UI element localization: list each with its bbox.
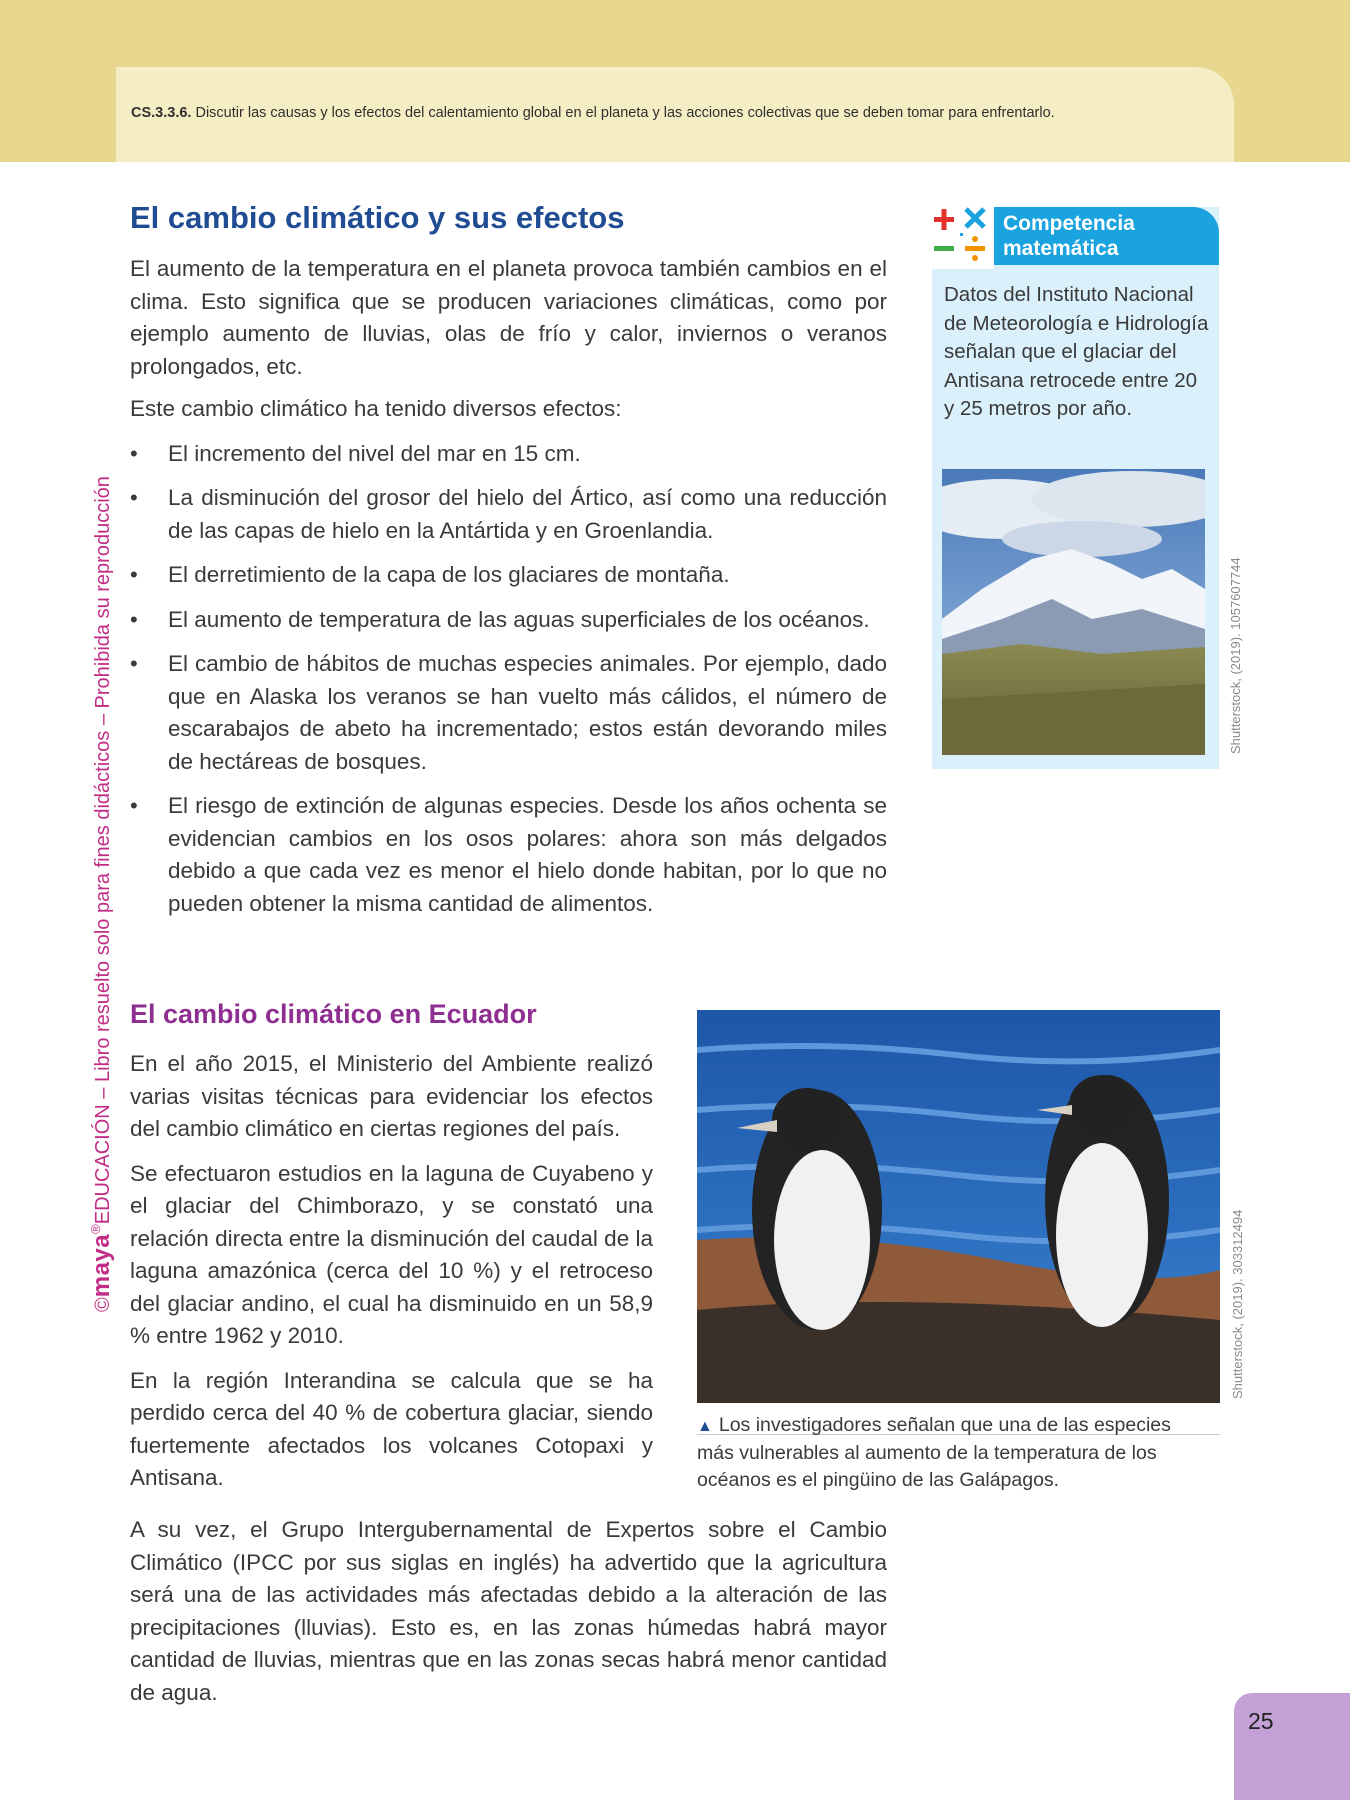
- section2-body: [130, 1048, 653, 1495]
- bullet-icon: •: [130, 793, 138, 818]
- ecuador-paragraph-3: En la región Interandina se calcula que se ha perdido cerca del 40 % de cobertura glaciar, siendo fuertemente afectados los volcanes Cotopaxi y Antisana.: [130, 1367, 653, 1490]
- section1-body: [130, 253, 887, 932]
- bullet-icon: •: [130, 562, 138, 587]
- curriculum-standard-bar: [116, 67, 1234, 162]
- curriculum-standard: [131, 105, 1214, 121]
- bullet-icon: •: [130, 606, 138, 632]
- competencia-title: Competencia matemática: [1003, 212, 1135, 260]
- bullet-icon: •: [130, 440, 138, 466]
- publisher-brand: maya: [88, 1233, 115, 1298]
- list-item-text: El derretimiento de la capa de los glaciares de montaña.: [168, 562, 730, 587]
- list-item-text: El aumento de temperatura de las aguas superficiales de los océanos.: [168, 606, 870, 632]
- copyright-text: EDUCACIÓN – Libro resuelto solo para fines didácticos – Prohibida su reproducción: [92, 476, 114, 1225]
- effects-list: [130, 438, 887, 921]
- copyright-side-note: [88, 476, 116, 1312]
- bullet-icon: •: [130, 485, 138, 510]
- list-item-text: El incremento del nivel del mar en 15 cm.: [168, 440, 581, 466]
- list-item: [130, 648, 887, 778]
- competencia-text: Datos del Instituto Nacional de Meteorología e Hidrología señalan que el glaciar del Antisana retrocede entre 20 y 25 metros por año.: [944, 283, 1209, 420]
- competencia-header: [992, 207, 1219, 265]
- standard-code: CS.3.3.6.: [131, 105, 192, 121]
- list-item: [130, 559, 887, 592]
- caption-text: Los investigadores señalan que una de las especies más vulnerables al aumento de la temperatura de los océanos es el pingüino de las Galápagos.: [697, 1414, 1171, 1491]
- list-item: [130, 482, 887, 547]
- ipcc-paragraph: A su vez, el Grupo Intergubernamental de Expertos sobre el Cambio Climático (IPCC por sus siglas en inglés) ha advertido que la agricultura será una de las actividades más afectadas debido a la alteración de las precipitaciones (lluvias). Esto es, en las zonas húmedas habrá mayor cantidad de lluvias, mientras que en las zonas secas habrá menor cantidad de agua.: [130, 1517, 887, 1705]
- math-operations-icon: [928, 203, 994, 269]
- list-item-text: La disminución del grosor del hielo del Ártico, así como una reducción de las capas de hielo en la Antártida y en Groenlandia.: [168, 485, 887, 543]
- section-title-ecuador: El cambio climático en Ecuador: [130, 999, 537, 1029]
- antisana-glacier-photo: [942, 469, 1205, 755]
- ipcc-paragraph-container: [130, 1514, 887, 1709]
- section-title-climate-change: El cambio climático y sus efectos: [130, 200, 625, 235]
- intro-paragraph: El aumento de la temperatura en el planeta provoca también cambios en el clima. Esto significa que se producen variaciones climáticas, como por ejemplo aumento de lluvias, olas de frío y calor, inviernos o veranos prolongados, etc.: [130, 256, 887, 379]
- ecuador-paragraph-2: Se efectuaron estudios en la laguna de Cuyabeno y el glaciar del Chimborazo, y se constató una relación directa entre la disminución del caudal de la laguna amazónica (cerca del 10 %) y el retroceso del glaciar andino, el cual ha disminuido en un 58,9 % entre 1962 y 2010.: [130, 1160, 653, 1348]
- registered-symbol: ®: [88, 1224, 103, 1234]
- ecuador-paragraph-1: En el año 2015, el Ministerio del Ambiente realizó varias visitas técnicas para evidenciar los efectos del cambio climático en ciertas regiones del país.: [130, 1051, 653, 1141]
- photo-credit-penguins: Shutterstock, (2019). 303312494: [1230, 1209, 1245, 1399]
- page-number-tab: [1234, 1693, 1350, 1800]
- list-item: [130, 438, 887, 471]
- page-number: 25: [1248, 1708, 1274, 1734]
- galapagos-penguins-photo: [697, 1010, 1220, 1403]
- penguin-caption: [697, 1412, 1197, 1494]
- photo-credit-glacier: Shutterstock, (2019). 1057607744: [1228, 557, 1243, 754]
- effects-intro: Este cambio climático ha tenido diversos efectos:: [130, 396, 622, 421]
- standard-text: Discutir las causas y los efectos del calentamiento global en el planeta y las acciones colectivas que se deben tomar para enfrentarlo.: [195, 105, 1055, 121]
- competencia-matematica-box: [932, 207, 1219, 769]
- caption-triangle-icon: ▲: [697, 1418, 713, 1435]
- bullet-icon: •: [130, 651, 138, 676]
- copyright-symbol: ©: [92, 1297, 114, 1312]
- list-item: [130, 604, 887, 637]
- list-item-text: El riesgo de extinción de algunas especies. Desde los años ochenta se evidencian cambios en los osos polares: ahora son más delgados debido a que cada vez es menor el hielo donde habitan, por lo que no pueden obtener la misma cantidad de alimentos.: [168, 793, 887, 916]
- list-item-text: El cambio de hábitos de muchas especies animales. Por ejemplo, dado que en Alaska los veranos se han vuelto más cálidos, el número de escarabajos de abeto ha incrementado; estos están devorando miles de hectáreas de bosques.: [168, 651, 887, 774]
- list-item: [130, 790, 887, 920]
